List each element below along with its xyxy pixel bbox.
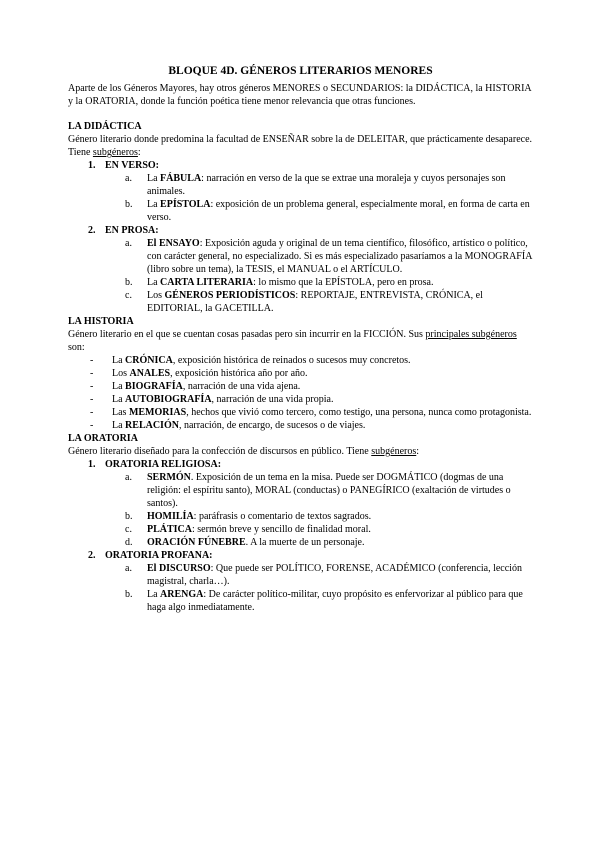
item-text: : Exposición aguda y original de un tema científico, filosófico, artístico o político, con carácter general, no especializado. Si es más especializado pasaríamos a la MONOGRAFÍA (libro sobre un tema), la TESIS, el MANUAL o el ARTÍCULO.	[147, 238, 532, 275]
oratoria-intro-pre: Género literario diseñado para la confección de discursos en público. Tiene	[68, 446, 372, 457]
list-marker: -	[90, 420, 94, 431]
historia-intro-underline: principales subgéneros	[425, 329, 517, 340]
oratoria-intro-underline: subgéneros	[371, 446, 417, 457]
item-prefix: La	[112, 381, 126, 392]
term-bold: FÁBULA	[160, 173, 202, 184]
item-prefix: Los	[147, 290, 165, 301]
section-heading-didactica: LA DIDÁCTICA	[68, 121, 142, 132]
item-text: : paráfrasis o comentario de textos sagrados.	[193, 511, 372, 522]
didactica-intro-pre: Género literario donde predomina la facultad de ENSEÑAR sobre la de DELEITAR, que prácticamente desaparece. Tiene	[68, 134, 533, 158]
list-item-memorias	[90, 406, 533, 419]
group-label-post: :	[209, 550, 213, 561]
item-prefix: La	[147, 173, 161, 184]
item-prefix: La	[147, 589, 161, 600]
item-text: , exposición histórica de reinados o sucesos muy concretos.	[172, 355, 411, 366]
section-oratoria	[68, 432, 533, 614]
term-bold: EPÍSTOLA	[160, 199, 211, 210]
list-marker: a.	[125, 563, 132, 574]
item-text: . Exposición de un tema en la misa. Puede ser DOGMÁTICO (dogmas de una religión: el espíritu santo), MORAL (conductas) o PANEGÍRICO (exaltación de virtudes o santos).	[147, 472, 511, 509]
term-bold: AUTOBIOGRAFÍA	[125, 394, 212, 405]
list-item-generos-periodisticos	[125, 289, 533, 315]
term-bold: BIOGRAFÍA	[125, 381, 183, 392]
item-prefix: La	[147, 199, 161, 210]
term-bold: ANALES	[129, 368, 171, 379]
list-marker: -	[90, 407, 94, 418]
list-item-biografia	[90, 380, 533, 393]
item-text: , hechos que vivió como tercero, como testigo, una persona, nunca como protagonista.	[186, 407, 532, 418]
list-marker: b.	[125, 277, 133, 288]
list-marker: c.	[125, 524, 132, 535]
item-text: : sermón breve y sencillo de finalidad moral.	[192, 524, 371, 535]
term-bold: ARENGA	[160, 589, 204, 600]
term-bold: GÉNEROS PERIODÍSTICOS	[164, 290, 296, 301]
item-prefix: Las	[112, 407, 129, 418]
item-text: : Que puede ser POLÍTICO, FORENSE, ACADÉMICO (conferencia, lección magistral, charla…).	[147, 563, 522, 587]
item-text: : REPORTAJE, ENTREVISTA, CRÓNICA, el EDITORIAL, la GACETILLA.	[147, 290, 483, 314]
term-bold: PLÁTICA	[147, 524, 193, 535]
list-item-relacion	[90, 419, 533, 432]
item-prefix: La	[147, 277, 161, 288]
item-text: : lo mismo que la EPÍSTOLA, pero en prosa.	[253, 277, 434, 288]
oratoria-intro	[68, 445, 533, 458]
list-item-cronica	[90, 354, 533, 367]
list-item-anales	[90, 367, 533, 380]
term-bold: El DISCURSO	[147, 563, 211, 574]
group-label: EN PROSA	[105, 225, 156, 236]
list-item-ensayo	[125, 237, 533, 276]
document-title: BLOQUE 4D. GÉNEROS LITERARIOS MENORES	[168, 65, 433, 77]
group-label-post: :	[155, 225, 159, 236]
list-marker: a.	[125, 238, 132, 249]
list-item-sermon	[125, 471, 533, 510]
list-item-oracion-funebre	[125, 536, 533, 549]
list-marker: b.	[125, 589, 133, 600]
didactica-intro	[68, 133, 533, 159]
item-text: : De carácter político-militar, cuyo propósito es enfervorizar al público para que haga algo inmediatamente.	[147, 589, 523, 613]
list-marker: b.	[125, 511, 133, 522]
historia-intro-pre: Género literario en el que se cuentan cosas pasadas pero sin incurrir en la FICCIÓN. Sus	[68, 329, 426, 340]
list-marker: -	[90, 355, 94, 366]
list-marker: a.	[125, 173, 132, 184]
list-item-platica	[125, 523, 533, 536]
term-bold: HOMILÍA	[147, 511, 194, 522]
historia-intro	[68, 328, 533, 354]
item-text: , narración, de encargo, de sucesos o de viajes.	[178, 420, 366, 431]
list-marker: b.	[125, 199, 133, 210]
section-heading-oratoria: LA ORATORIA	[68, 433, 138, 444]
term-bold: MEMORIAS	[128, 407, 187, 418]
term-bold: ORACIÓN FÚNEBRE	[147, 537, 246, 548]
list-group-header-en-prosa	[88, 224, 533, 237]
term-bold: El ENSAYO	[147, 238, 200, 249]
list-group-header-en-verso	[88, 159, 533, 172]
item-text: : narración en verso de la que se extrae una moraleja y cuyos personajes son animales.	[147, 173, 506, 197]
section-didactica	[68, 120, 533, 315]
list-marker: 1.	[88, 459, 96, 470]
list-marker: c.	[125, 290, 132, 301]
group-label-post: :	[217, 459, 222, 470]
item-prefix: Los	[112, 368, 130, 379]
list-marker: -	[90, 381, 94, 392]
didactica-intro-underline: subgéneros	[92, 147, 138, 158]
list-item-epistola	[125, 198, 533, 224]
item-prefix: La	[112, 394, 126, 405]
didactica-intro-post: :	[137, 147, 141, 158]
list-item-autobiografia	[90, 393, 533, 406]
intro-paragraph: Aparte de los Géneros Mayores, hay otros géneros MENORES o SECUNDARIOS: la DIDÁCTICA, la HISTORIA y la ORATORIA, donde la función poética tiene menor relevancia que otras funciones.	[68, 83, 532, 107]
list-item-carta-literaria	[125, 276, 533, 289]
group-label: ORATORIA RELIGIOSA	[105, 459, 218, 470]
list-marker: 2.	[88, 550, 96, 561]
term-bold: CARTA LITERARIA	[160, 277, 254, 288]
list-item-arenga	[125, 588, 533, 614]
list-marker: 2.	[88, 225, 96, 236]
section-heading-historia: LA HISTORIA	[68, 316, 134, 327]
item-text: , narración de una vida ajena.	[182, 381, 301, 392]
list-marker: -	[90, 394, 94, 405]
item-prefix: La	[112, 355, 126, 366]
list-group-header-oratoria-profana	[88, 549, 533, 562]
list-marker: a.	[125, 472, 132, 483]
list-item-homilia	[125, 510, 533, 523]
item-prefix: La	[112, 420, 126, 431]
term-bold: CRÓNICA	[125, 355, 173, 366]
list-item-discurso	[125, 562, 533, 588]
group-label: EN VERSO	[105, 160, 156, 171]
item-text: , exposición histórica año por año.	[170, 368, 308, 379]
list-marker: d.	[125, 537, 133, 548]
list-group-header-oratoria-religiosa	[88, 458, 533, 471]
list-marker: 1.	[88, 160, 96, 171]
list-marker: -	[90, 368, 94, 379]
list-item-fabula	[125, 172, 533, 198]
item-text: , narración de una vida propia.	[211, 394, 334, 405]
term-bold: RELACIÓN	[125, 420, 179, 431]
historia-intro-post: son:	[68, 342, 85, 353]
oratoria-intro-post: :	[416, 446, 420, 457]
section-historia	[68, 315, 533, 432]
item-text: . A la muerte de un personaje.	[245, 537, 365, 548]
group-label-post: :	[155, 160, 160, 171]
item-text: : exposición de un problema general, especialmente moral, en forma de carta en verso.	[147, 199, 530, 223]
term-bold: SERMÓN	[147, 472, 191, 483]
group-label: ORATORIA PROFANA	[105, 550, 210, 561]
